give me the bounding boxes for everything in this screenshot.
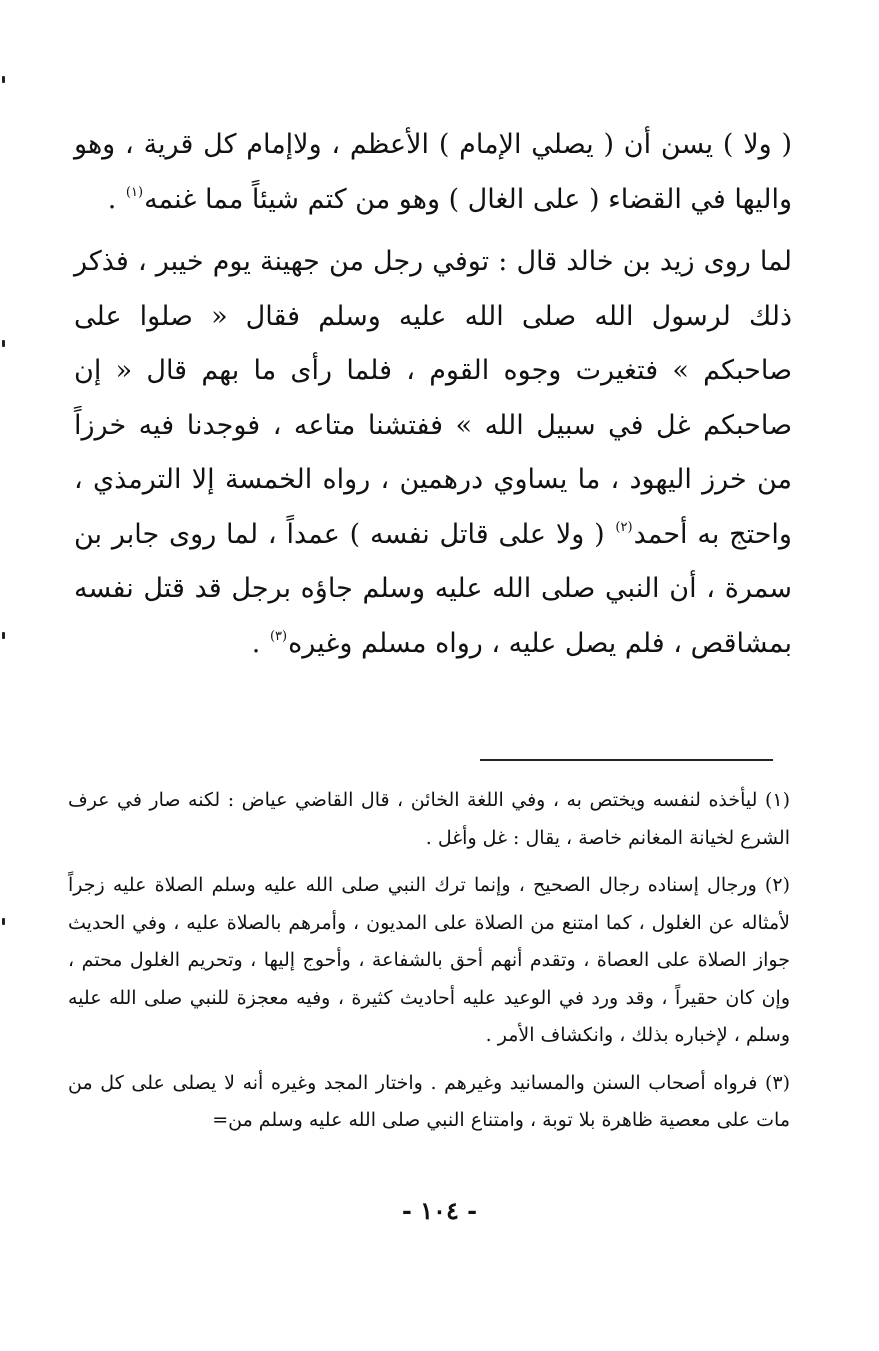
footnote-3: (٣) فرواه أصحاب السنن والمسانيد وغيرهم . واختار المجد وغيره أنه لا يصلى على كل من مات على معصية ظاهرة بلا توبة ، وامتناع النبي صلى الله عليه وسلم من= — [68, 1071, 790, 1131]
footnote-ref-1: (١) — [125, 184, 144, 200]
text-line: عمداً ، لما روى جابر بن سمرة ، أن النبي صلى الله عليه وسلم — [74, 518, 792, 604]
text-line: . — [251, 627, 261, 659]
margin-mark — [2, 340, 5, 347]
text-line: صاحبكم غل في سبيل الله » ففتشنا متاعه ، فوجدنا فيه — [138, 409, 793, 441]
margin-mark — [2, 76, 5, 83]
footnote-1: (١) ليأخذه لنفسه ويختص به ، وفي اللغة الخائن ، قال القاضي عياض : لكنه صار في عرف الشرع لخيانة المغانم خاصة ، يقال : غل وأغل . — [68, 789, 790, 849]
paragraph-1 — [74, 118, 792, 227]
text-line: فذكر ذلك لرسول الله صلى الله عليه وسلم فقال « صلوا على — [74, 246, 792, 332]
main-text — [74, 118, 792, 671]
footnote-separator — [480, 759, 773, 761]
page-number: - ١٠٤ - — [401, 1196, 478, 1225]
footnotes — [68, 782, 790, 1150]
text-line: وهو واليها في القضاء ( على الغال ) وهو من كتم شيئاً مما غنمه — [74, 129, 792, 215]
text-line: إلا الترمذي ، واحتج به أحمد — [74, 464, 792, 550]
footnote-2: (٢) ورجال إسناده رجال الصحيح ، وإنما ترك النبي صلى الله عليه وسلم الصلاة عليه زجراً لأمثاله عن الغلول ، كما امتنع من الصلاة على المديون ، وأمرهم بالصلاة عليه ، وفي الحديث جواز الصلاة على العصاة ، وتقدم أنهم أحق بالشفاعة ، وأحوج إليها ، وتحريم الغلول محتم ، وإن كان حقيراً ، وقد ورد في الوعيد عليه أحاديث كثيرة ، وفيه معجزة للنبي صلى الله عليه وسلم ، لإخباره بذلك ، وانكشاف الأمر . — [68, 874, 790, 1046]
paragraph-2 — [74, 235, 792, 671]
text-line: صاحبكم » فتغيرت وجوه القوم ، فلما رأى ما بهم قال « إن — [74, 355, 792, 386]
margin-mark — [2, 632, 5, 639]
text-line: خرزاً من خرز اليهود ، ما يساوي درهمين ، رواه الخمسة — [74, 409, 792, 495]
text-line: لما روى زيد بن خالد قال : توفي رجل من جهينة يوم خيبر ، — [137, 246, 792, 277]
margin-mark — [2, 918, 5, 925]
text-line: ( ولا ) يسن أن ( يصلي الإمام ) الأعظم ، ولاإمام كل قرية ، — [125, 129, 792, 160]
footnote-ref-2: (٢) — [615, 519, 633, 535]
footnote-ref-3: (٣) — [269, 628, 288, 644]
text-line: مسلم وغيره — [288, 627, 427, 659]
text-line: ( ولا على قاتل نفسه ) — [349, 518, 605, 550]
text-line: جاؤه برجل قد قتل نفسه بمشاقص ، فلم يصل عليه ، رواه — [74, 573, 792, 659]
text-line: . — [107, 183, 117, 215]
